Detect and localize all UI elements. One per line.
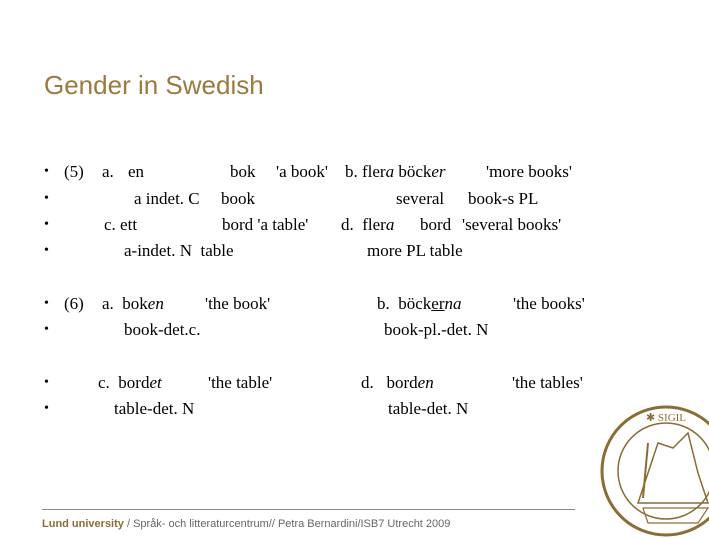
footer-divider <box>42 509 575 510</box>
gloss: 'several books' <box>462 215 562 234</box>
gloss: 'the tables' <box>512 373 583 392</box>
gloss: 'the table' <box>208 373 273 392</box>
gloss: several <box>396 189 445 208</box>
label: a. <box>102 162 114 181</box>
gloss: book-pl.-det. N <box>384 320 489 339</box>
word: bord <box>420 215 452 234</box>
footer: Lund university / Språk- och litteraturcentrum// Petra Bernardini/ISB7 Utrecht 2009 <box>42 518 451 530</box>
word: bord 'a table' <box>222 215 309 234</box>
bullet: • <box>44 191 49 206</box>
word: bok <box>230 162 256 181</box>
gloss: a indet. C <box>134 189 200 208</box>
gloss: 'the book' <box>205 294 271 313</box>
bullet: • <box>44 217 49 232</box>
bullet: • <box>44 401 49 416</box>
svg-text:✱ SIGIL: ✱ SIGIL <box>645 412 687 424</box>
word: d. borden <box>361 373 434 392</box>
gloss: 'the books' <box>513 294 585 313</box>
bullet: • <box>44 243 49 258</box>
word: b. böckerna <box>377 294 462 313</box>
gloss: book <box>221 189 255 208</box>
gloss: book-det.c. <box>124 320 201 339</box>
bullet: • <box>44 322 49 337</box>
gloss: 'a book' <box>276 162 328 181</box>
word: c. bordet <box>98 373 162 392</box>
gloss: table-det. N <box>114 399 195 418</box>
gloss: book-s PL <box>468 189 539 208</box>
bullet: • <box>44 296 49 311</box>
word: a. boken <box>102 294 164 313</box>
word: c. ett <box>104 215 138 234</box>
example-number: (6) <box>64 294 84 313</box>
example-number: (5) <box>64 162 84 181</box>
gloss: 'more books' <box>486 162 572 181</box>
gloss: table-det. N <box>388 399 469 418</box>
gloss: a-indet. N table <box>124 241 234 260</box>
university-seal-logo <box>598 403 709 539</box>
word: b. flera böcker <box>345 162 446 181</box>
bullet: • <box>44 164 49 179</box>
bullet: • <box>44 375 49 390</box>
slide-title: Gender in Swedish <box>44 70 264 100</box>
word: en <box>128 162 145 181</box>
gloss: more PL table <box>367 241 463 260</box>
word: d. flera <box>341 215 395 234</box>
